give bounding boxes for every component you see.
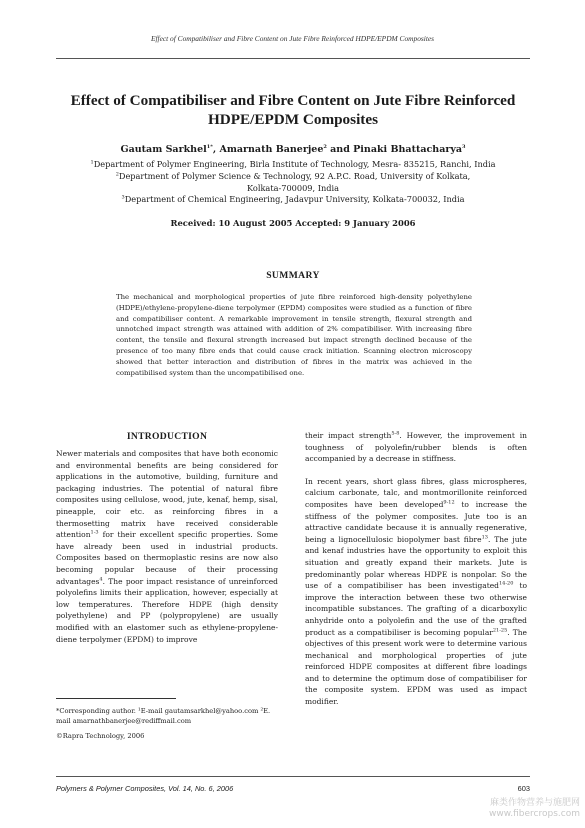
intro-text: . The jute and kenaf industries have the opportunity to exploit this situation and greatly expand their markets. Jute is predominantly polar whereas HDPE is nonpolar. So the use of a compatibiliser has been investigated	[305, 534, 527, 591]
affiliation-1-sup: 1	[90, 159, 94, 166]
author-line	[56, 144, 530, 155]
journal-citation: Polymers & Polymer Composites, Vol. 14, No. 6, 2006	[56, 784, 234, 793]
intro-paragraph-1-cont	[305, 430, 527, 465]
affiliation-2-cont-text: Kolkata-700009, India	[247, 182, 339, 193]
author-1: Gautam Sarkhel	[120, 144, 207, 155]
header-rule	[56, 58, 530, 59]
summary-abstract: The mechanical and morphological properties of jute fibre reinforced high-density polyethylene (HDPE)/ethylene-propylene-diene terpolymer (EPDM) composites were studied as a function of fibre and compatibiliser content. A remarkable improvement in tensile strength, flexural strength and unnotched impact strength was attained with addition of 2% compatibiliser. With increasing fibre content, the tensile and flexural strength increased but impact strength declined because of the presence of too many fibre ends that could cause crack initiation. Scanning electron microscopy showed that better interaction and distribution of fibres in the matrix was achieved in the compatibilised system than the uncompatibilised one.	[116, 293, 472, 377]
watermark-line-2: www.fibercrops.com	[489, 809, 580, 819]
received-dates: Received: 10 August 2005 Accepted: 9 January 2006	[170, 218, 416, 228]
intro-text: to improve the interaction between these two otherwise incompatible substances. The grafting of a dicarboxylic anhydride onto a polyolefin and the use of the grafted product as a compatibiliser is becoming popular	[305, 581, 527, 637]
citation: 5-8	[391, 430, 400, 437]
summary-heading: SUMMARY	[266, 270, 320, 281]
right-column	[305, 430, 527, 708]
intro-text: for their excellent specific properties. Some have already been used in industrial products. Composites based on thermoplastic resins are now also becoming popular because of their processing advantages	[56, 530, 278, 586]
intro-text: . However, the improvement in toughness of polyolefin/rubber blends is often accompanied by a decrease in stiffness.	[305, 431, 527, 464]
intro-text: . The objectives of this present work were to determine various mechanical and morphological properties of jute reinforced HDPE composites at different fibre loadings and to determine the optimum dose of compatibiliser for the composite system. EPDM was used as impact modifier.	[305, 627, 527, 707]
affiliation-2-cont	[56, 183, 530, 195]
affiliation-3-sup: 3	[121, 194, 125, 201]
author-3: and Pinaki Bhattacharya	[326, 144, 463, 155]
copyright-notice: ©Rapra Technology, 2006	[56, 731, 145, 740]
affiliation-3	[56, 194, 530, 206]
author-2-sup: 2	[323, 143, 327, 150]
citation: 4	[99, 576, 103, 583]
footer-rule	[56, 776, 530, 777]
author-2: , Amarnath Banerjee	[212, 144, 324, 155]
citation: 14-20	[498, 580, 514, 587]
paper-title: Effect of Compatibiliser and Fibre Content on Jute Fibre Reinforced HDPE/EPDM Composites	[70, 92, 516, 128]
citation: 1-3	[90, 529, 99, 536]
footnote	[56, 707, 278, 741]
author-3-sup: 3	[462, 143, 466, 150]
intro-paragraph-1	[56, 448, 278, 645]
footnote-rule	[56, 698, 176, 699]
intro-text: to increase the stiffness of the polymer composites. Jute too is an attractive candidate because it is annually regenerative, being a lignocellulosic biopolymer bast fibre	[305, 499, 527, 544]
running-head: Effect of Compatibiliser and Fibre Content on Jute Fibre Reinforced HDPE/EPDM Composites	[150, 34, 435, 43]
citation: 21-25	[492, 627, 508, 633]
affiliation-1	[56, 159, 530, 171]
citation: 13	[481, 534, 488, 541]
affiliation-2-text: Department of Polymer Science & Technology, 92 A.P.C. Road, University of Kolkata,	[118, 170, 471, 181]
intro-text: their impact strength	[305, 431, 392, 440]
intro-text: In recent years, short glass fibres, glass microspheres, calcium carbonate, talc, and montmorillonite reinforced composites have been developed	[305, 476, 527, 509]
author-1-sup: 1*	[206, 143, 213, 150]
corresponding-author-note: *Corresponding author. ¹E-mail gautamsarkhel@yahoo.com ²E. mail amarnathbanerjee@rediffmail.com	[56, 707, 271, 725]
intro-paragraph-2	[305, 476, 527, 708]
watermark-line-1: 麻类作物营养与施肥网	[489, 798, 580, 808]
introduction-heading: INTRODUCTION	[126, 431, 208, 442]
intro-text: Newer materials and composites that have both economic and environmental benefits are being considered for applications in the automotive, building, furniture and packaging industries. The potential of natural fibre composites using cellulose, wood, jute, kenaf, hemp, sisal, pineapple, coir etc. as reinforcing fibres in a thermosetting matrix have received considerable attention	[56, 449, 278, 540]
affiliation-2	[56, 171, 530, 183]
intro-text: . The poor impact resistance of unreinforced polyolefins limits their application, however, especially at low temperatures. Therefore HDPE (high density polyethylene) and PP (polypropylene) are usually modified with an elastomer such as ethylene-propylene-diene terpolymer (EPDM) to improve	[56, 576, 278, 644]
affiliation-1-text: Department of Polymer Engineering, Birla Institute of Technology, Mesra- 835215, Ranchi, India	[93, 159, 496, 169]
page-number: 603	[517, 784, 530, 793]
left-column	[56, 430, 278, 645]
watermark	[470, 798, 580, 820]
affiliation-2-sup: 2	[115, 171, 119, 178]
citation: 9-12	[443, 499, 455, 506]
affiliation-3-text: Department of Chemical Engineering, Jadavpur University, Kolkata-700032, India	[124, 194, 465, 205]
affiliations	[56, 159, 530, 206]
